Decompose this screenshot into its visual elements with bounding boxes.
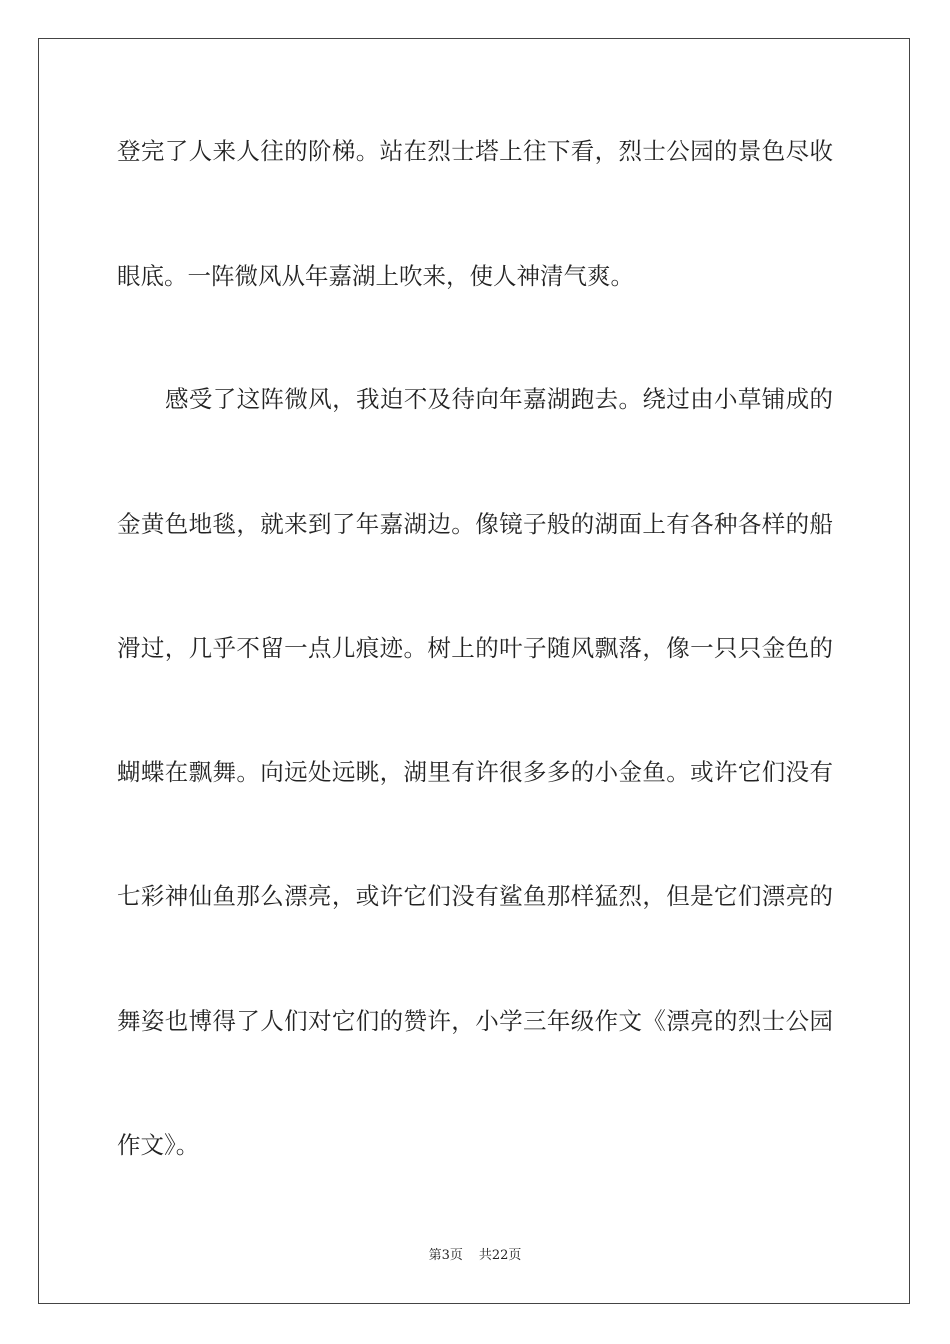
page-total: 共22页	[478, 1248, 522, 1263]
text-line: 舞姿也博得了人们对它们的赞许，小学三年级作文《漂亮的烈士公园	[117, 1007, 833, 1035]
text-line: 七彩神仙鱼那么漂亮，或许它们没有鲨鱼那样猛烈，但是它们漂亮的	[117, 882, 833, 910]
text-line: 感受了这阵微风，我迫不及待向年嘉湖跑去。绕过由小草铺成的	[165, 385, 833, 413]
page-footer	[0, 1247, 950, 1265]
text-line: 登完了人来人往的阶梯。站在烈士塔上往下看，烈士公园的景色尽收	[117, 137, 833, 165]
text-line: 作文》。	[117, 1131, 200, 1159]
page-number: 第3页	[428, 1248, 463, 1263]
text-line: 眼底。一阵微风从年嘉湖上吹来，使人神清气爽。	[117, 262, 634, 290]
text-line: 蝴蝶在飘舞。向远处远眺，湖里有许很多多的小金鱼。或许它们没有	[117, 758, 833, 786]
text-line: 金黄色地毯，就来到了年嘉湖边。像镜子般的湖面上有各种各样的船	[117, 510, 833, 538]
text-line: 滑过，几乎不留一点儿痕迹。树上的叶子随风飘落，像一只只金色的	[117, 634, 833, 662]
page-border	[38, 38, 910, 1304]
